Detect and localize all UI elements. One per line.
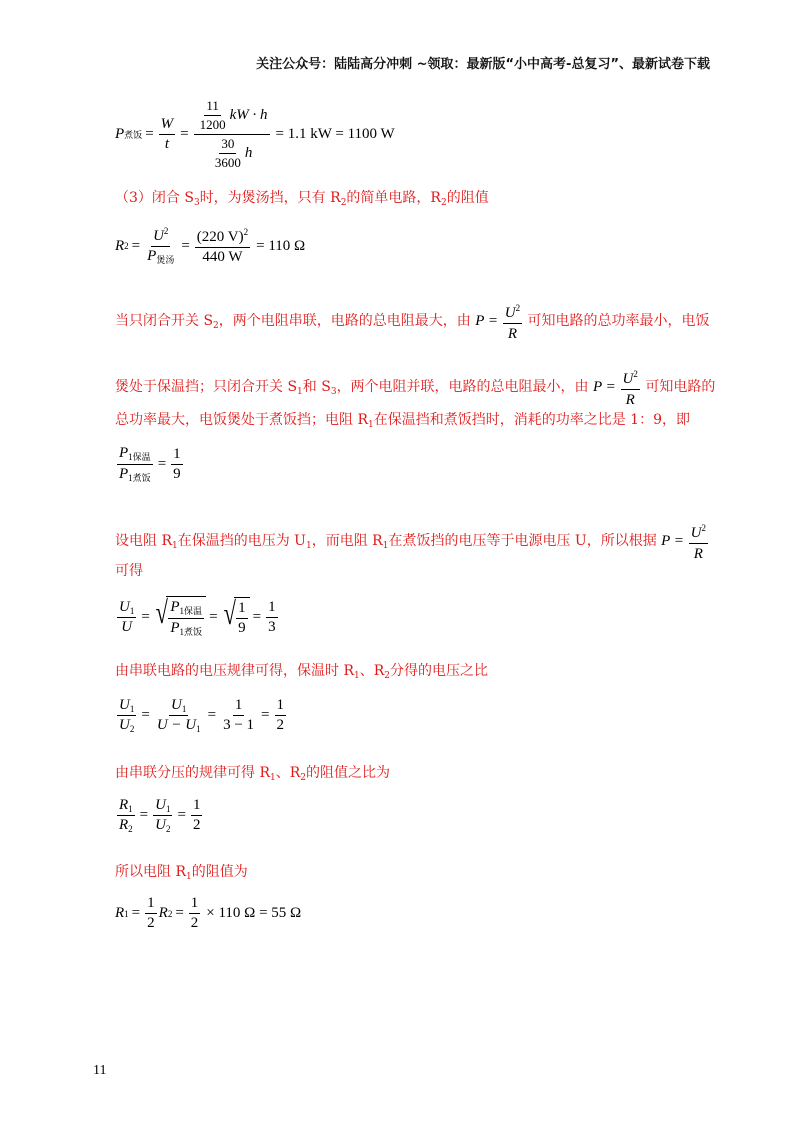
text-line-3: （3）闭合 $S_3$时，为煲汤挡，只有 $R_2$的简单电路，$R_2$的阻值 (115, 190, 489, 208)
text-paragraph-8: 所以电阻 $R_1$的阻值为 (115, 864, 248, 882)
text-paragraph-5: 可得 (115, 563, 143, 579)
equation-voltage-ratio: $\frac{U_1}{U}$ = √ $\frac{P_{1保温}}{P_{1煮饭}}$ = √ $\frac{1}{9}$ = $\frac{1}{3}$ (119, 594, 276, 637)
equation-r1-value: R 1 = $\frac{1}{2}$ R 2 = $\frac{1}{2}$ × 110 Ω = 55 Ω (115, 895, 302, 931)
page-number: 11 (93, 1063, 107, 1078)
equation-series-voltage: $\frac{U_1}{U_2}$ = $\frac{U_1}{U - U_1}$ = $\frac{1}{3 - 1}$ = $\frac{1}{2}$ (119, 697, 285, 734)
text-paragraph-1: 当只闭合开关 $S_2$，两个电阻串联，电路的总电阻最大，由 P = $\frac{U^2}{R}$ 可知电路的总功率最小，电饭 (115, 298, 710, 344)
equation-power-ratio: $\frac{P_{1保温}}{P_{1煮饭}}$ = $\frac{1}{9}$ (119, 445, 181, 483)
equation-resistance-ratio: $\frac{R_1}{R_2}$ = $\frac{U_1}{U_2}$ = $\frac{1}{2}$ (119, 797, 201, 834)
text-paragraph-7: 由串联分压的规律可得 $R_1$、$R_2$的阻值之比为 (115, 765, 391, 783)
text-paragraph-6: 由串联电路的电压规律可得，保温时 $R_1$、$R_2$分得的电压之比 (115, 663, 489, 681)
text-paragraph-3: 总功率最大，电饭煲处于煮饭挡；电阻 $R_1$在保温挡和煮饭挡时，消耗的功率之比是 1：9，即 (115, 412, 690, 430)
equation-power-cooking: P 煮饭 = $\frac{W}{t}$ = $\frac{11}{1200}$ kW · h $\frac{30}{3600}$ h = 1.1 kW = 1100 W (115, 98, 395, 170)
equation-r2: R 2 = $\frac{U^2}{P_{煲汤}}$ = $\frac{(220 V)^2}{440 W}$ = 110 Ω (115, 226, 306, 265)
text-paragraph-2: 煲处于保温挡；只闭合开关 $S_1$和 $S_3$，两个电阻并联，电路的总电阻最小，由 P = $\frac{U^2}{R}$ 可知电路的 (115, 364, 715, 410)
text-paragraph-4: 设电阻 $R_1$在保温挡的电压为 $U_1$，而电阻 $R_1$在煮饭挡的电压等于电源电压 U，所以根据 P = $\frac{U^2}{R}$ (115, 518, 709, 564)
page-header: 关注公众号：陆陆高分冲刺 ~领取：最新版“小中高考-总复习”、最新试卷下载 (256, 57, 710, 72)
